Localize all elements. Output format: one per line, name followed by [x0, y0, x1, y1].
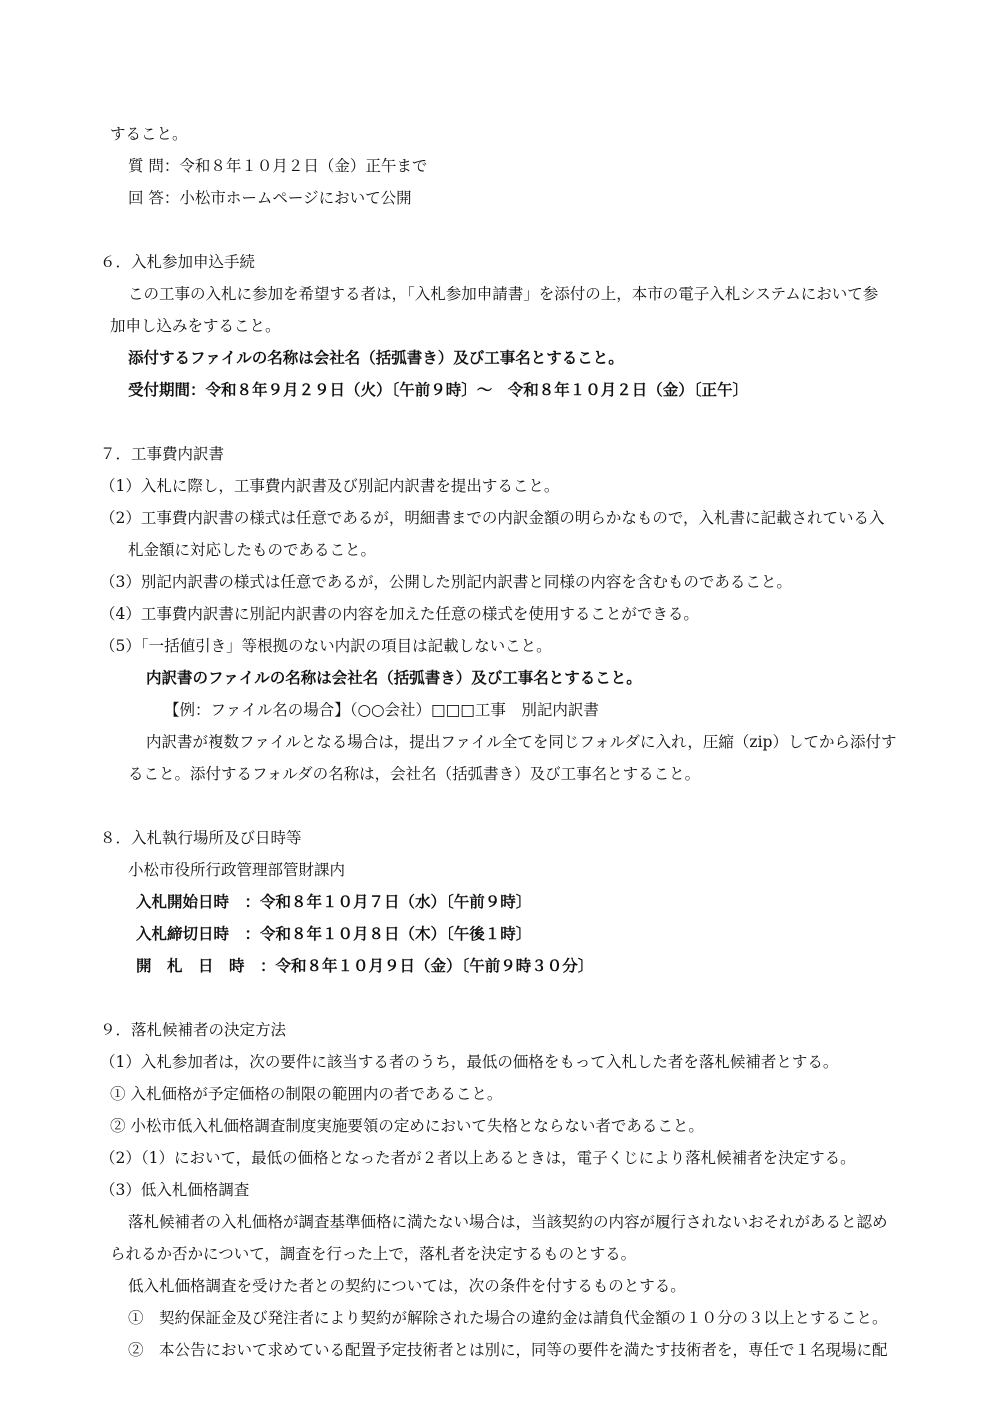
section-7-item-1: （1）入札に際し，工事費内訳書及び別記内訳書を提出すること。 [100, 477, 560, 495]
file-name-example: 【例：ファイル名の場合】（○○会社）□□□工事 別記内訳書 [164, 701, 599, 719]
bidding-location: 小松市役所行政管理部管財課内 [128, 861, 346, 879]
low-bid-paragraph: 落札候補者の入札価格が調査基準価格に満たない場合は，当該契約の内容が履行されないおそれがあると認め [128, 1213, 888, 1231]
section-7-item-3: （3）別記内訳書の様式は任意であるが，公開した別記内訳書と同様の内容を含むものであること。 [100, 573, 792, 591]
low-bid-paragraph-cont: られるか否かについて，調査を行った上で，落札者を決定するものとする。 [110, 1245, 637, 1263]
low-bid-condition-1: ① 契約保証金及び発注者により契約が解除された場合の違約金は請負代金額の１０分の３以上とすること。 [128, 1309, 888, 1327]
section-9-item-1-condition-1: ① 入札価格が予定価格の制限の範囲内の者であること。 [110, 1085, 503, 1103]
section-9-item-2: （2）（1）において，最低の価格となった者が２者以上あるときは，電子くじにより落札候補者を決定する。 [100, 1149, 856, 1167]
bid-close-datetime: 入札締切日時 ：令和８年１０月８日（木）〔午後１時〕 [136, 925, 532, 943]
section-7-heading: ７．工事費内訳書 [100, 445, 225, 463]
section-9-item-3: （3）低入札価格調査 [100, 1181, 250, 1199]
section-6-heading: ６．入札参加申込手続 [100, 253, 256, 271]
low-bid-condition-2: ② 本公告において求めている配置予定技術者とは別に，同等の要件を満たす技術者を，専任で１名現場に配 [128, 1341, 888, 1359]
reception-period: 受付期間：令和８年９月２９日（火）〔午前９時〕～ 令和８年１０月２日（金）〔正午〕 [128, 381, 749, 399]
breakdown-file-name-rule: 内訳書のファイルの名称は会社名（括弧書き）及び工事名とすること。 [146, 669, 642, 687]
question-deadline: 質 問：令和８年１０月２日（金）正午まで [128, 157, 428, 175]
text-line-continuation: すること。 [110, 125, 188, 143]
bid-start-datetime: 入札開始日時 ：令和８年１０月７日（水）〔午前９時〕 [136, 893, 532, 911]
section-9-item-1-condition-2: ② 小松市低入札価格調査制度実施要領の定めにおいて失格とならない者であること。 [110, 1117, 704, 1135]
section-9-item-1: （1）入札参加者は，次の要件に該当する者のうち，最低の価格をもって入札した者を落札候補者とする。 [100, 1053, 839, 1071]
section-7-item-2-cont: 札金額に対応したものであること。 [128, 541, 377, 559]
multiple-files-note: 内訳書が複数ファイルとなる場合は，提出ファイル全てを同じフォルダに入れ，圧縮（zip）してから添付す [146, 733, 897, 751]
section-9-heading: ９．落札候補者の決定方法 [100, 1021, 287, 1039]
bid-opening-datetime: 開 札 日 時 ：令和８年１０月９日（金）〔午前９時３０分〕 [136, 957, 594, 975]
low-bid-contract-conditions: 低入札価格調査を受けた者との契約については，次の条件を付するものとする。 [128, 1277, 686, 1295]
section-7-item-2: （2）工事費内訳書の様式は任意であるが，明細書までの内訳金額の明らかなもので，入札書に記載されている入 [100, 509, 885, 527]
section-8-heading: ８．入札執行場所及び日時等 [100, 829, 302, 847]
section-7-item-5: （5）「一括値引き」等根拠のない内訳の項目は記載しないこと。 [100, 637, 552, 655]
section-7-item-4: （4）工事費内訳書に別記内訳書の内容を加えた任意の様式を使用することができる。 [100, 605, 699, 623]
multiple-files-note-cont: ること。添付するフォルダの名称は，会社名（括弧書き）及び工事名とすること。 [128, 765, 701, 783]
answer-method: 回 答：小松市ホームページにおいて公開 [128, 189, 412, 207]
section-6-paragraph-cont: 加申し込みをすること。 [110, 317, 281, 335]
attachment-file-name-rule: 添付するファイルの名称は会社名（括弧書き）及び工事名とすること。 [128, 349, 624, 367]
section-6-paragraph: この工事の入札に参加を希望する者は，「入札参加申請書」を添付の上，本市の電子入札システムにおいて参 [128, 285, 879, 303]
